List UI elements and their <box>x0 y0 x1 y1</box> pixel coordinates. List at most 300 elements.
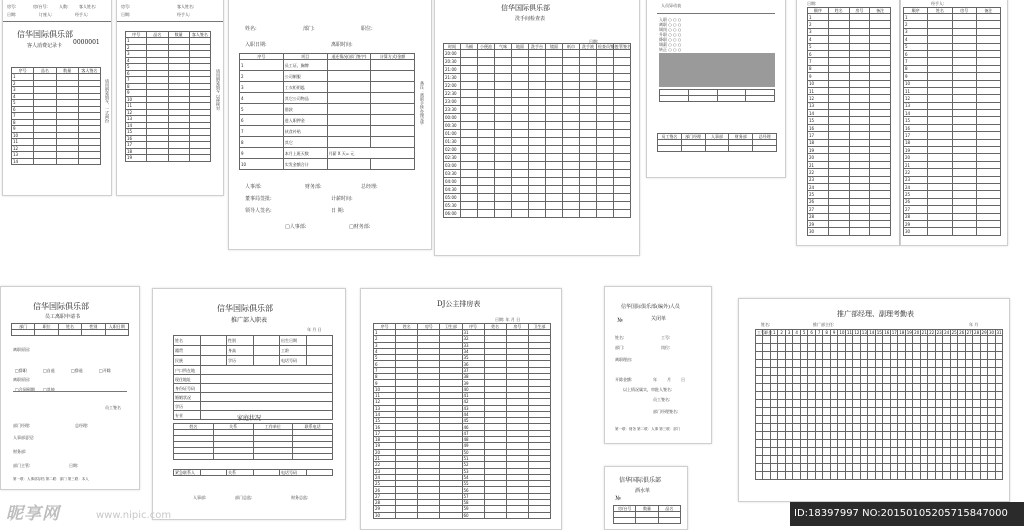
cell <box>973 400 980 408</box>
cell <box>828 139 849 146</box>
cell <box>830 352 837 360</box>
cell <box>597 114 614 122</box>
row-number: 58 <box>462 500 484 506</box>
cell <box>546 210 563 218</box>
table-row <box>756 472 1003 480</box>
cell <box>823 344 830 352</box>
cell <box>770 456 777 464</box>
cell <box>778 432 785 440</box>
table-row <box>808 198 891 205</box>
cell <box>849 110 870 117</box>
change-table <box>659 89 775 102</box>
cell <box>838 344 845 352</box>
cell <box>845 352 852 360</box>
cell <box>770 352 777 360</box>
table-row <box>444 146 631 154</box>
row-number: 1 <box>126 38 147 45</box>
cell <box>928 360 935 368</box>
row-number: 17 <box>808 132 829 139</box>
table-row <box>174 336 333 346</box>
cell <box>785 400 792 408</box>
table-row <box>904 183 1001 190</box>
cell <box>943 408 950 416</box>
cell <box>988 472 995 480</box>
table-row <box>444 130 631 138</box>
cell <box>828 132 849 139</box>
cell <box>512 138 529 146</box>
row-number: 56 <box>462 487 484 493</box>
cell <box>875 400 882 408</box>
row-number: 49 <box>462 443 484 449</box>
table-row <box>174 375 333 384</box>
cell <box>853 392 860 400</box>
cell <box>965 384 972 392</box>
column-header: 总经理 <box>753 134 777 140</box>
cell <box>870 176 891 183</box>
cell <box>580 74 597 82</box>
cell <box>823 384 830 392</box>
cell <box>898 464 905 472</box>
cell <box>793 432 800 440</box>
table-row <box>808 58 891 65</box>
cell <box>928 154 952 161</box>
cell <box>614 162 631 170</box>
cell <box>952 21 976 28</box>
cell <box>928 147 952 154</box>
field-label: 婚姻状况 <box>174 393 201 402</box>
cell <box>478 90 495 98</box>
cell <box>770 336 777 344</box>
cell <box>905 392 912 400</box>
cell <box>828 228 849 235</box>
change-entry: 入职 ○ ○ ○ <box>659 17 682 22</box>
cell <box>253 336 280 346</box>
consumption-table <box>11 67 101 165</box>
row-number: 3 <box>374 342 396 348</box>
cell <box>935 400 942 408</box>
item-name: 伙食补贴 <box>283 126 327 137</box>
table-row <box>904 21 1001 28</box>
cell <box>883 344 890 352</box>
cell <box>845 464 852 472</box>
side-note: 请用钢笔填写，一式两份 <box>105 79 110 123</box>
table-row <box>174 402 333 411</box>
cell <box>913 408 920 416</box>
field-manager: 部门经理: <box>13 423 31 428</box>
cell <box>478 122 495 130</box>
cell <box>770 432 777 440</box>
row-number: 55 <box>462 481 484 487</box>
cell <box>778 336 785 344</box>
row-number: 13 <box>808 102 829 109</box>
cell <box>976 14 1000 21</box>
row-number: 4 <box>808 36 829 43</box>
cell <box>828 124 849 131</box>
top-field-people: 人数: <box>59 4 69 9</box>
cell <box>529 50 546 58</box>
item-name: 其它 <box>283 137 327 148</box>
cell <box>965 336 972 344</box>
top-field-guest: 客人姓名: <box>177 4 195 9</box>
cell <box>935 392 942 400</box>
table-row <box>756 424 1003 432</box>
cell <box>973 432 980 440</box>
column-header: 马桶 <box>461 44 478 50</box>
cell <box>853 336 860 344</box>
dj-room-schedule-sheet <box>360 288 562 530</box>
cell <box>875 424 882 432</box>
row-number: 5 <box>904 43 928 50</box>
cell <box>853 416 860 424</box>
sign-hr: 人事部: <box>193 495 207 500</box>
cell <box>763 440 770 448</box>
cell <box>868 472 875 480</box>
cell <box>478 66 495 74</box>
check-finance: □财务部: <box>349 224 371 230</box>
cell <box>763 368 770 376</box>
table-row <box>756 408 1003 416</box>
cell <box>828 117 849 124</box>
cell <box>875 440 882 448</box>
cell <box>371 115 415 126</box>
club-title: 信华国际俱乐部 <box>217 304 273 313</box>
cell <box>950 472 957 480</box>
cell <box>815 416 822 424</box>
cell <box>838 424 845 432</box>
cell <box>935 440 942 448</box>
cell <box>965 376 972 384</box>
field-day: 日 <box>681 377 685 382</box>
cell <box>952 220 976 227</box>
column-header: 14 <box>869 330 875 335</box>
cell <box>849 220 870 227</box>
cell <box>943 384 950 392</box>
sign-gm: 总经理: <box>361 184 378 190</box>
cell <box>529 90 546 98</box>
cell <box>928 50 952 57</box>
cell <box>973 448 980 456</box>
cell <box>988 344 995 352</box>
cell <box>512 98 529 106</box>
field-label: 姓名 <box>174 336 201 346</box>
cell <box>478 162 495 170</box>
change-entry: 降职 ○ ○ ○ <box>659 37 682 42</box>
cell <box>327 82 371 93</box>
cell <box>920 392 927 400</box>
cell <box>958 352 965 360</box>
table-row <box>756 344 1003 352</box>
cell <box>935 432 942 440</box>
cell <box>898 432 905 440</box>
cell <box>952 87 976 94</box>
schedule-title: DJ公主排房表 <box>437 300 481 308</box>
cell <box>853 432 860 440</box>
cell <box>845 344 852 352</box>
cell <box>778 392 785 400</box>
cell <box>928 43 952 50</box>
column-header: 备注 <box>870 8 891 14</box>
cell <box>928 21 952 28</box>
cell <box>800 400 807 408</box>
row-number: 28 <box>904 213 928 220</box>
cell <box>965 368 972 376</box>
table-row <box>756 376 1003 384</box>
column-header: 检查员签名 <box>598 44 618 49</box>
cell <box>838 376 845 384</box>
cell <box>828 213 849 220</box>
sign-payday: 计薪时间: <box>331 196 353 202</box>
cell <box>778 368 785 376</box>
row-number: 9 <box>12 126 34 133</box>
cell <box>920 448 927 456</box>
sign-date: 日 期: <box>331 208 345 214</box>
table-row <box>756 432 1003 440</box>
column-header: 序号 <box>240 54 284 60</box>
cell <box>958 424 965 432</box>
cell <box>793 360 800 368</box>
reason-option: □其他 <box>43 387 55 392</box>
cell <box>935 376 942 384</box>
cell <box>860 384 867 392</box>
cell <box>976 21 1000 28</box>
cell <box>785 360 792 368</box>
cell <box>950 440 957 448</box>
table-row <box>240 137 415 148</box>
cell <box>883 472 890 480</box>
table-row <box>444 202 631 210</box>
table-row <box>240 71 415 82</box>
cell <box>890 400 897 408</box>
cell <box>478 130 495 138</box>
row-number: 13 <box>126 116 147 123</box>
cell <box>461 50 478 58</box>
row-number: 8 <box>126 83 147 90</box>
cell <box>828 110 849 117</box>
cell <box>800 440 807 448</box>
cell <box>905 416 912 424</box>
cell <box>965 400 972 408</box>
row-number: 27 <box>904 206 928 213</box>
cell: 关系 <box>227 470 254 476</box>
column-header: 25 <box>951 330 957 335</box>
reason-option: □开除 <box>99 368 111 373</box>
cell <box>546 154 563 162</box>
item-name: 其它公司物品 <box>283 93 327 104</box>
cell <box>529 74 546 82</box>
cell <box>958 400 965 408</box>
reason-option: □合同到期 <box>15 387 35 392</box>
restroom-check-table <box>443 43 631 218</box>
cell <box>849 36 870 43</box>
cell <box>597 202 614 210</box>
cell <box>830 416 837 424</box>
cell <box>973 344 980 352</box>
row-number: 9 <box>240 148 284 159</box>
cell <box>756 352 763 360</box>
resignation-settlement-sheet <box>228 0 432 250</box>
row-number: 9 <box>904 73 928 80</box>
cell <box>976 191 1000 198</box>
cell <box>973 352 980 360</box>
cell <box>461 178 478 186</box>
cell <box>495 114 512 122</box>
cell <box>849 161 870 168</box>
cell <box>815 472 822 480</box>
item-name: 公司制服 <box>283 71 327 82</box>
cell <box>808 408 815 416</box>
cell <box>995 360 1003 368</box>
cell <box>770 400 777 408</box>
cell <box>327 159 371 170</box>
cell <box>756 384 763 392</box>
cell <box>928 400 935 408</box>
row-number: 8 <box>240 137 284 148</box>
cell <box>920 424 927 432</box>
row-number: 8 <box>904 65 928 72</box>
cell <box>461 114 478 122</box>
cell <box>546 74 563 82</box>
cell <box>770 424 777 432</box>
cell <box>563 98 580 106</box>
cell <box>478 58 495 66</box>
row-number: 25 <box>808 191 829 198</box>
cell <box>980 384 987 392</box>
sign-hr: 人事部: <box>245 184 262 190</box>
cell <box>461 154 478 162</box>
row-number: 6 <box>240 115 284 126</box>
column-header: 主管签名 <box>615 44 631 49</box>
row-number: 36 <box>462 361 484 367</box>
cell <box>512 50 529 58</box>
cell <box>563 202 580 210</box>
club-title: 信华国际俱乐部 <box>33 302 89 311</box>
cell <box>875 360 882 368</box>
column-header: 3 <box>785 330 792 336</box>
cell <box>440 512 462 518</box>
row-number: 46 <box>462 424 484 430</box>
cell <box>868 424 875 432</box>
field-year: 年 <box>653 377 657 382</box>
cell <box>868 400 875 408</box>
row-number: 5 <box>12 100 34 107</box>
cell <box>958 456 965 464</box>
cell <box>883 336 890 344</box>
name-label: 姓名: <box>761 322 771 327</box>
cell <box>883 432 890 440</box>
cell <box>958 416 965 424</box>
row-number: 6 <box>12 106 34 113</box>
cell <box>928 132 952 139</box>
cell <box>890 360 897 368</box>
cell <box>853 472 860 480</box>
field-label: 出生日期 <box>280 336 307 346</box>
cell <box>943 376 950 384</box>
cell <box>883 368 890 376</box>
cell <box>958 344 965 352</box>
cell <box>800 336 807 344</box>
cell <box>860 352 867 360</box>
cell <box>189 155 210 162</box>
form-title: 信华国际俱乐部(编外)人员 <box>621 304 680 310</box>
cell <box>597 194 614 202</box>
cell <box>988 336 995 344</box>
cell <box>905 472 912 480</box>
time-cell: 21:00 <box>444 66 461 74</box>
table-row <box>808 176 891 183</box>
club-title: 信华国际俱乐部 <box>17 30 73 39</box>
cell <box>935 448 942 456</box>
cell <box>756 416 763 424</box>
cell <box>800 448 807 456</box>
cell <box>928 368 935 376</box>
cell <box>778 448 785 456</box>
cell <box>950 376 957 384</box>
cell <box>478 50 495 58</box>
time-cell: 00:00 <box>444 114 461 122</box>
cell <box>529 154 546 162</box>
cell <box>327 104 371 115</box>
cell <box>898 416 905 424</box>
cell <box>770 408 777 416</box>
cell <box>920 384 927 392</box>
cell <box>614 186 631 194</box>
cell <box>958 376 965 384</box>
cell <box>952 161 976 168</box>
top-field-date: 日期: <box>7 12 17 17</box>
time-cell: 22:30 <box>444 90 461 98</box>
row-number: 15 <box>126 129 147 136</box>
cell <box>512 130 529 138</box>
cell <box>763 408 770 416</box>
cell <box>849 206 870 213</box>
cell <box>870 132 891 139</box>
cell <box>905 440 912 448</box>
cell <box>976 73 1000 80</box>
cell <box>546 178 563 186</box>
cell <box>461 58 478 66</box>
cell <box>563 210 580 218</box>
cell <box>597 74 614 82</box>
cell <box>793 424 800 432</box>
column-header: 洗手台 <box>529 44 546 50</box>
cell <box>793 376 800 384</box>
cell <box>928 124 952 131</box>
cell <box>928 408 935 416</box>
cell <box>875 432 882 440</box>
row-number: 59 <box>462 506 484 512</box>
cell <box>478 98 495 106</box>
cell <box>34 158 56 165</box>
cell <box>808 368 815 376</box>
cell <box>849 95 870 102</box>
cell <box>495 154 512 162</box>
column-header: 22 <box>929 330 935 335</box>
cell <box>793 416 800 424</box>
row-number: 35 <box>462 355 484 361</box>
table-row <box>444 210 631 218</box>
table-row <box>808 206 891 213</box>
cell <box>952 80 976 87</box>
table-row <box>444 138 631 146</box>
table-row <box>904 87 1001 94</box>
cell <box>950 336 957 344</box>
field-label: 户口所在地 <box>174 366 201 375</box>
date-label: 日期: 年 月 日 <box>495 317 521 322</box>
row-number: 2 <box>12 80 34 87</box>
column-header: 房号 <box>418 324 440 330</box>
row-number: 17 <box>126 142 147 149</box>
cell <box>870 21 891 28</box>
